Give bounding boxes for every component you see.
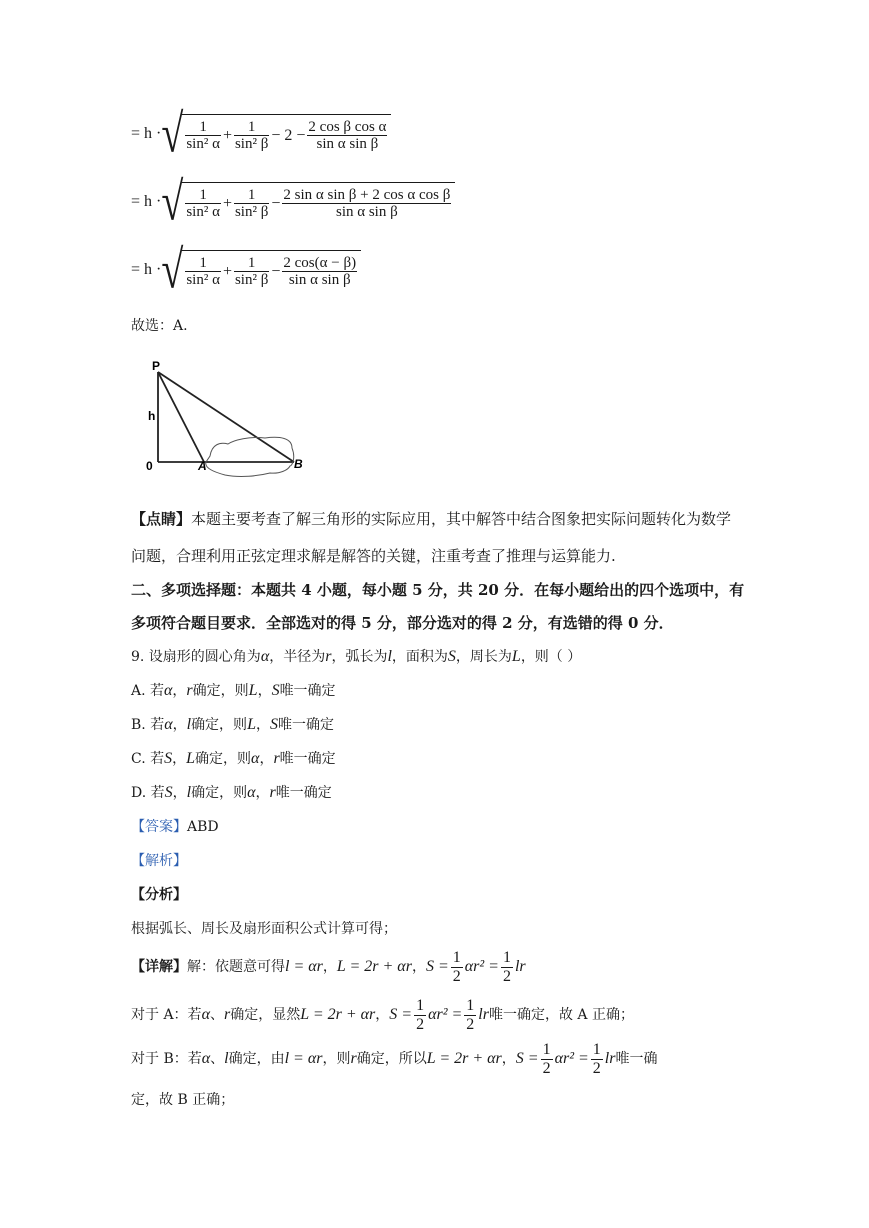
label-o: 0 bbox=[146, 459, 153, 473]
operator: − bbox=[271, 194, 281, 212]
plus-sign: + bbox=[222, 194, 232, 212]
radical-sign: √ bbox=[161, 238, 184, 300]
fenxi-tag: 【分析】 bbox=[131, 887, 187, 903]
fraction: $\frac{1}{\text{sin² β}}$ bbox=[234, 187, 269, 220]
equation-3 bbox=[131, 238, 361, 300]
fraction: $\frac{1}{\text{sin² β}}$ bbox=[234, 119, 269, 152]
answer-value: ABD bbox=[187, 819, 219, 835]
fraction-half: $\frac{1}{2}$ bbox=[452, 948, 461, 985]
fraction: $\frac{\text{2 sin α sin β + 2 cos α cos β}}{\text{sin α sin β}}$ bbox=[283, 187, 451, 220]
comment-line-1: 【点睛】本题主要考查了解三角形的实际应用，其中解答中结合图象把实际问题转化为数学 bbox=[131, 510, 732, 528]
question-stem: 9. 设扇形的圆心角为α，半径为r，弧长为l，面积为S，周长为L，则（ ） bbox=[131, 648, 582, 665]
fraction: 1 sin² α bbox=[186, 255, 220, 288]
section-heading-line-2: 多项符合题目要求．全部选对的得 5 分，部分选对的得 2 分，有选错的得 0 分． bbox=[131, 614, 674, 632]
radical bbox=[161, 238, 361, 300]
for-a-line: 对于 A：若 α 、 r 确定，显然 L = 2r + αr ， S = $\frac{1}{2}$ αr² = $\frac{1}{2}$ lr 唯一确定，故 A 正确； bbox=[131, 996, 634, 1033]
fraction: 1 sin² α bbox=[186, 187, 220, 220]
for-b-line-2: 定，故 B 正确； bbox=[131, 1092, 235, 1108]
fraction-half: $\frac{1}{2}$ bbox=[466, 996, 475, 1033]
fraction-half: $\frac{1}{2}$ bbox=[502, 948, 511, 985]
equation-1 bbox=[131, 102, 391, 164]
section-heading-line-1: 二、多项选择题：本题共 4 小题，每小题 5 分，共 20 分．在每小题给出的四个选项中，有 bbox=[131, 581, 745, 599]
operator: − bbox=[271, 262, 281, 280]
comment-tag: 【点睛】 bbox=[131, 510, 192, 528]
fraction-half: $\frac{1}{2}$ bbox=[542, 1040, 551, 1077]
choice-line: 故选：A. bbox=[131, 318, 188, 334]
plus-sign: + bbox=[222, 262, 232, 280]
fraction: $\frac{1}{\text{sin² β}}$ bbox=[234, 255, 269, 288]
fraction-half: $\frac{1}{2}$ bbox=[592, 1040, 601, 1077]
plus-sign: + bbox=[222, 126, 232, 144]
line-pb bbox=[158, 372, 294, 462]
eq-prefix: = h · bbox=[131, 193, 162, 210]
for-b-line-1: 对于 B：若 α 、 l 确定，由 l = αr ，则 r 确定，所以 L = 2r + αr ， S = $\frac{1}{2}$ αr² = $\frac{1}{2}$ lr 唯一确 bbox=[131, 1040, 658, 1077]
operator: − 2 − bbox=[271, 126, 306, 144]
eq-prefix: = h · bbox=[131, 125, 162, 142]
fenxi-text: 根据弧长、周长及扇形面积公式计算可得； bbox=[131, 921, 397, 937]
eq-prefix: = h · bbox=[131, 261, 162, 278]
fraction: $\frac{\text{2 cos β cos α}}{\text{sin α sin β}}$ bbox=[308, 119, 387, 152]
option-c: C. 若S，L确定，则α，r唯一确定 bbox=[131, 750, 336, 767]
fraction-half: $\frac{1}{2}$ bbox=[416, 996, 425, 1033]
equation-2 bbox=[131, 170, 455, 232]
option-d: D. 若S，l确定，则α，r唯一确定 bbox=[131, 784, 332, 801]
radical bbox=[161, 170, 455, 232]
option-b: B. 若α，l确定，则L，S唯一确定 bbox=[131, 716, 334, 733]
answer-line bbox=[131, 817, 219, 837]
label-b: B bbox=[294, 457, 303, 471]
label-p: P bbox=[152, 359, 161, 373]
radical-sign: √ bbox=[161, 102, 184, 164]
label-h: h bbox=[148, 409, 156, 423]
option-a: A. 若α，r确定，则L，S唯一确定 bbox=[131, 682, 336, 699]
line-pa bbox=[158, 372, 204, 462]
radical-sign: √ bbox=[161, 170, 184, 232]
triangle-figure bbox=[140, 358, 310, 478]
lake-outline bbox=[206, 437, 294, 476]
answer-tag: 【答案】 bbox=[131, 819, 187, 835]
analysis-tag: 【解析】 bbox=[131, 853, 187, 869]
fraction: 1 sin² α bbox=[186, 119, 220, 152]
label-a: A bbox=[198, 459, 207, 473]
fraction: $\frac{2 \cos(\alpha - \beta)}{\text{sin α sin β}}$ bbox=[283, 255, 357, 288]
radical bbox=[161, 102, 391, 164]
detail-line: 【详解】 解：依题意可得 l = αr ， L = 2r + αr ， S = $\frac{1}{2}$ αr² = $\frac{1}{2}$ lr bbox=[131, 948, 526, 985]
comment-line-2: 问题，合理利用正弦定理求解是解答的关键，注重考查了推理与运算能力. bbox=[131, 547, 616, 565]
